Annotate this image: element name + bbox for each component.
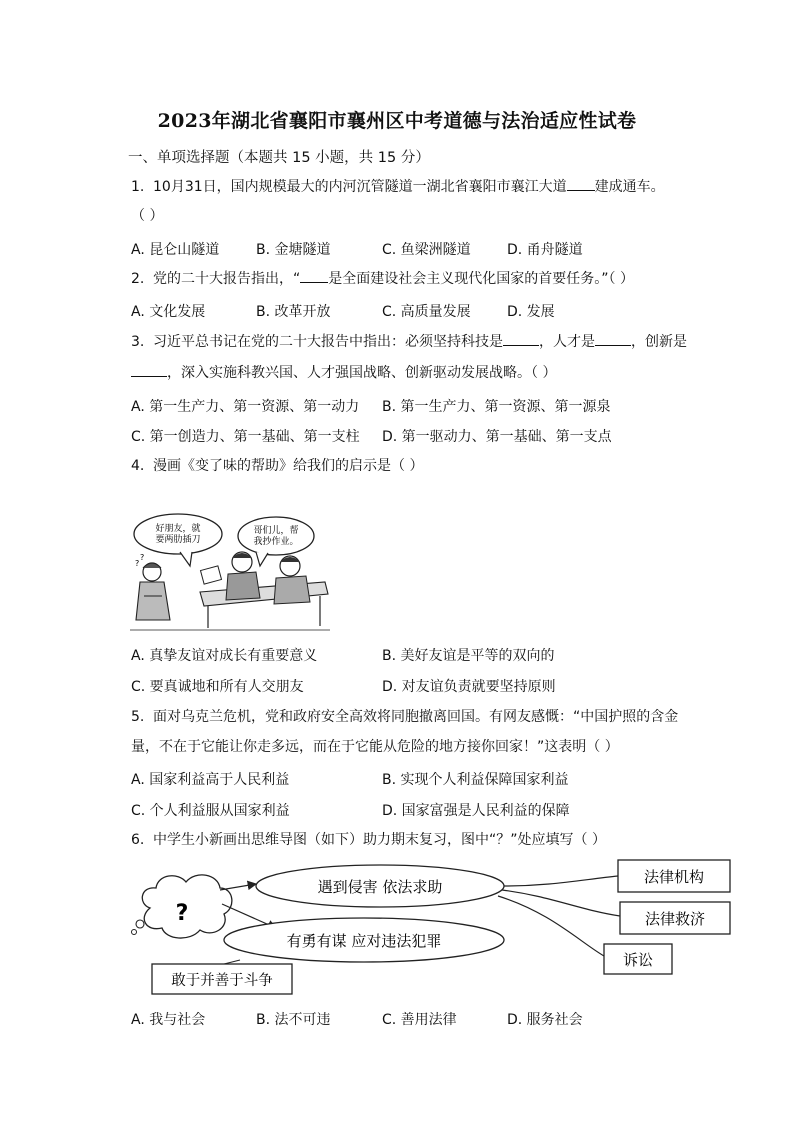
q6-option-b[interactable]: B. 法不可违 bbox=[256, 1012, 331, 1028]
question-5-stem bbox=[131, 708, 678, 726]
stem-text: 是全面建设社会主义现代化国家的首要任务。”（ ） bbox=[328, 271, 634, 287]
question-1-paren: （ ） bbox=[131, 208, 164, 224]
q5-option-b[interactable]: B. 实现个人利益保障国家利益 bbox=[382, 772, 569, 788]
q6-option-c[interactable]: C. 善用法律 bbox=[382, 1012, 457, 1028]
q3-option-b[interactable]: B. 第一生产力、第一资源、第一源泉 bbox=[382, 399, 611, 415]
q6-option-a[interactable]: A. 我与社会 bbox=[131, 1012, 206, 1028]
stem-text: 习近平总书记在党的二十大报告中指出：必须坚持科技是 bbox=[153, 334, 503, 350]
q5-option-a[interactable]: A. 国家利益高于人民利益 bbox=[131, 772, 290, 788]
question-4-stem bbox=[131, 457, 423, 475]
section-header: 一、单项选择题（本题共 15 小题，共 15 分） bbox=[128, 150, 430, 166]
q1-option-a[interactable]: A. 昆仑山隧道 bbox=[131, 242, 220, 258]
q4-option-b[interactable]: B. 美好友谊是平等的双向的 bbox=[382, 648, 555, 664]
q5-option-d[interactable]: D. 国家富强是人民利益的保障 bbox=[382, 803, 570, 819]
q4-option-a[interactable]: A. 真挚友谊对成长有重要意义 bbox=[131, 648, 318, 664]
question-number: 1. bbox=[131, 179, 145, 195]
question-5-line2: 量，不在于它能让你走多远，而在于它能从危险的地方接你回家！”这表明（ ） bbox=[131, 739, 619, 755]
stem-text: 党的二十大报告指出，“ bbox=[153, 271, 301, 287]
q4-option-d[interactable]: D. 对友谊负责就要坚持原则 bbox=[382, 679, 556, 695]
question-number: 5. bbox=[131, 709, 145, 725]
q3-option-a[interactable]: A. 第一生产力、第一资源、第一动力 bbox=[131, 399, 360, 415]
q2-option-a[interactable]: A. 文化发展 bbox=[131, 304, 206, 320]
svg-text:?: ? bbox=[140, 553, 145, 562]
stem-text: 面对乌克兰危机，党和政府安全高效将同胞撤离回国。有网友感慨：“中国护照的含金 bbox=[153, 709, 679, 725]
q1-option-b[interactable]: B. 金塘隧道 bbox=[256, 242, 331, 258]
box-r1-label: 法律机构 bbox=[643, 868, 705, 886]
bubble-left-line2: 要两肋插刀 bbox=[155, 535, 201, 545]
q6-option-d[interactable]: D. 服务社会 bbox=[507, 1012, 583, 1028]
question-number: 3. bbox=[131, 334, 145, 350]
question-3-stem bbox=[131, 333, 687, 351]
box-r3-label: 诉讼 bbox=[622, 951, 654, 969]
stem-text: 漫画《变了味的帮助》给我们的启示是（ ） bbox=[153, 458, 424, 474]
cartoon-image bbox=[130, 510, 330, 632]
q2-option-b[interactable]: B. 改革开放 bbox=[256, 304, 331, 320]
question-6-stem bbox=[131, 831, 606, 849]
stem-text: 中学生小新画出思维导图（如下）助力期末复习，图中“？”处应填写（ ） bbox=[153, 832, 606, 848]
question-3-line2 bbox=[131, 364, 556, 382]
mind-map-diagram bbox=[130, 856, 740, 998]
answer-blank bbox=[567, 178, 595, 191]
q3-option-c[interactable]: C. 第一创造力、第一基础、第一支柱 bbox=[131, 429, 360, 445]
q5-option-c[interactable]: C. 个人利益服从国家利益 bbox=[131, 803, 290, 819]
mind-map-question-mark: ? bbox=[175, 901, 189, 926]
question-1-stem bbox=[131, 178, 665, 196]
svg-text:?: ? bbox=[135, 559, 140, 568]
ellipse-top-label: 遇到侵害 依法求助 bbox=[317, 878, 443, 896]
stem-text: ，深入实施科教兴国、人才强国战略、创新驱动发展战略。（ ） bbox=[167, 365, 557, 381]
bubble-right-line1: 哥们儿，帮 bbox=[253, 526, 299, 536]
speech-bubble-right bbox=[238, 517, 314, 555]
box-bottom-left-label: 敢于并善于斗争 bbox=[171, 973, 273, 989]
q2-option-d[interactable]: D. 发展 bbox=[507, 304, 555, 320]
question-number: 6. bbox=[131, 832, 145, 848]
ellipse-mid-label: 有勇有谋 应对违法犯罪 bbox=[286, 932, 442, 950]
answer-blank bbox=[503, 333, 539, 346]
stem-text: 建成通车。 bbox=[594, 179, 665, 195]
speech-bubble-left bbox=[134, 514, 222, 554]
q1-option-d[interactable]: D. 甬舟隧道 bbox=[507, 242, 583, 258]
question-number: 2. bbox=[131, 271, 145, 287]
exam-title: 2023年湖北省襄阳市襄州区中考道德与法治适应性试卷 bbox=[157, 110, 637, 132]
question-number: 4. bbox=[131, 458, 145, 474]
q1-option-c[interactable]: C. 鱼梁洲隧道 bbox=[382, 242, 471, 258]
bubble-right-line2: 我抄作业。 bbox=[253, 537, 299, 547]
answer-blank bbox=[595, 333, 631, 346]
q3-option-d[interactable]: D. 第一驱动力、第一基础、第一支点 bbox=[382, 429, 612, 445]
answer-blank bbox=[300, 270, 328, 283]
stem-text: ，人才是 bbox=[539, 334, 595, 350]
answer-blank bbox=[131, 364, 167, 377]
bubble-left-line1: 好朋友，就 bbox=[155, 524, 201, 534]
q4-option-c[interactable]: C. 要真诚地和所有人交朋友 bbox=[131, 679, 304, 695]
box-r2-label: 法律救济 bbox=[644, 910, 706, 928]
stem-text: 10月31日，国内规模最大的内河沉管隧道一湖北省襄阳市襄江大道 bbox=[153, 179, 567, 195]
question-2-stem bbox=[131, 270, 634, 288]
q2-option-c[interactable]: C. 高质量发展 bbox=[382, 304, 471, 320]
stem-text: ，创新是 bbox=[631, 334, 687, 350]
